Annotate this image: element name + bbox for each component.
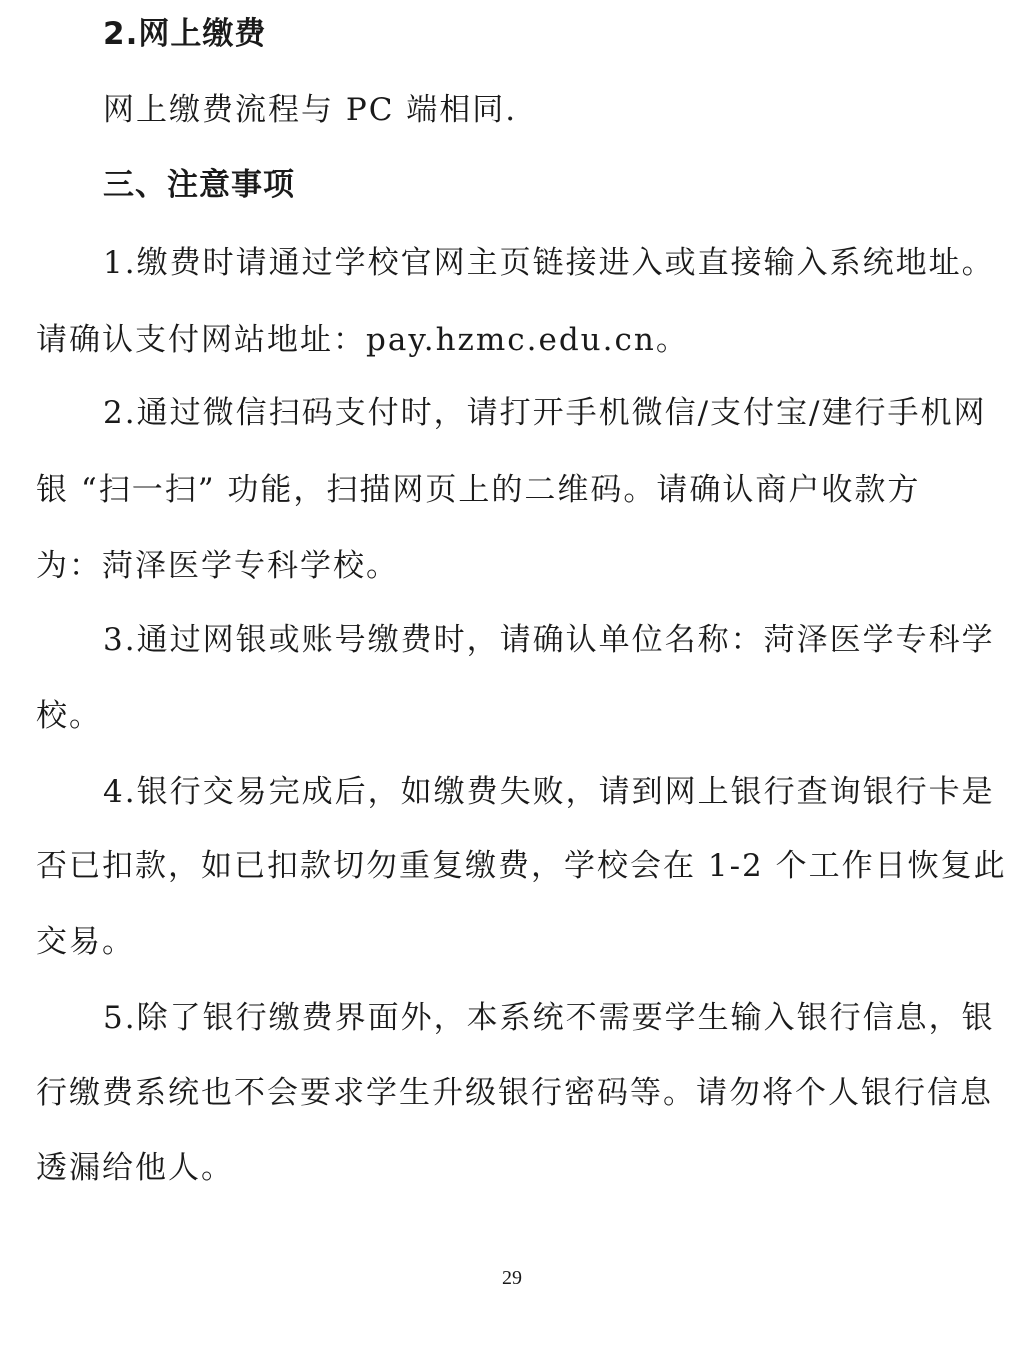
note-3-line-1: 3.通过网银或账号缴费时，请确认单位名称：菏泽医学专科学 <box>103 622 995 658</box>
note-4-line-2: 否已扣款，如已扣款切勿重复缴费，学校会在 1-2 个工作日恢复此 <box>36 848 1007 884</box>
note-2-line-2: 银 “扫一扫” 功能，扫描网页上的二维码。请确认商户收款方 <box>36 472 921 508</box>
note-4-line-3: 交易。 <box>36 924 135 960</box>
note-5-line-1: 5.除了银行缴费界面外，本系统不需要学生输入银行信息，银 <box>103 1000 995 1036</box>
note-3-line-2: 校。 <box>36 698 102 734</box>
section-body: 网上缴费流程与 PC 端相同. <box>103 92 518 128</box>
note-2-line-1: 2.通过微信扫码支付时，请打开手机微信/支付宝/建行手机网 <box>103 395 987 431</box>
note-4-line-1: 4.银行交易完成后，如缴费失败，请到网上银行查询银行卡是 <box>103 774 995 810</box>
note-5-line-2: 行缴费系统也不会要求学生升级银行密码等。请勿将个人银行信息 <box>36 1075 993 1111</box>
note-1-line-2: 请确认支付网站地址：pay.hzmc.edu.cn。 <box>36 322 689 358</box>
note-2-line-3: 为：菏泽医学专科学校。 <box>36 548 399 584</box>
notes-heading: 三、注意事项 <box>103 167 295 203</box>
section-heading: 2.网上缴费 <box>103 16 267 52</box>
note-1-line-1: 1.缴费时请通过学校官网主页链接进入或直接输入系统地址。 <box>103 245 995 281</box>
page-number: 29 <box>502 1267 522 1289</box>
note-5-line-3: 透漏给他人。 <box>36 1150 234 1186</box>
